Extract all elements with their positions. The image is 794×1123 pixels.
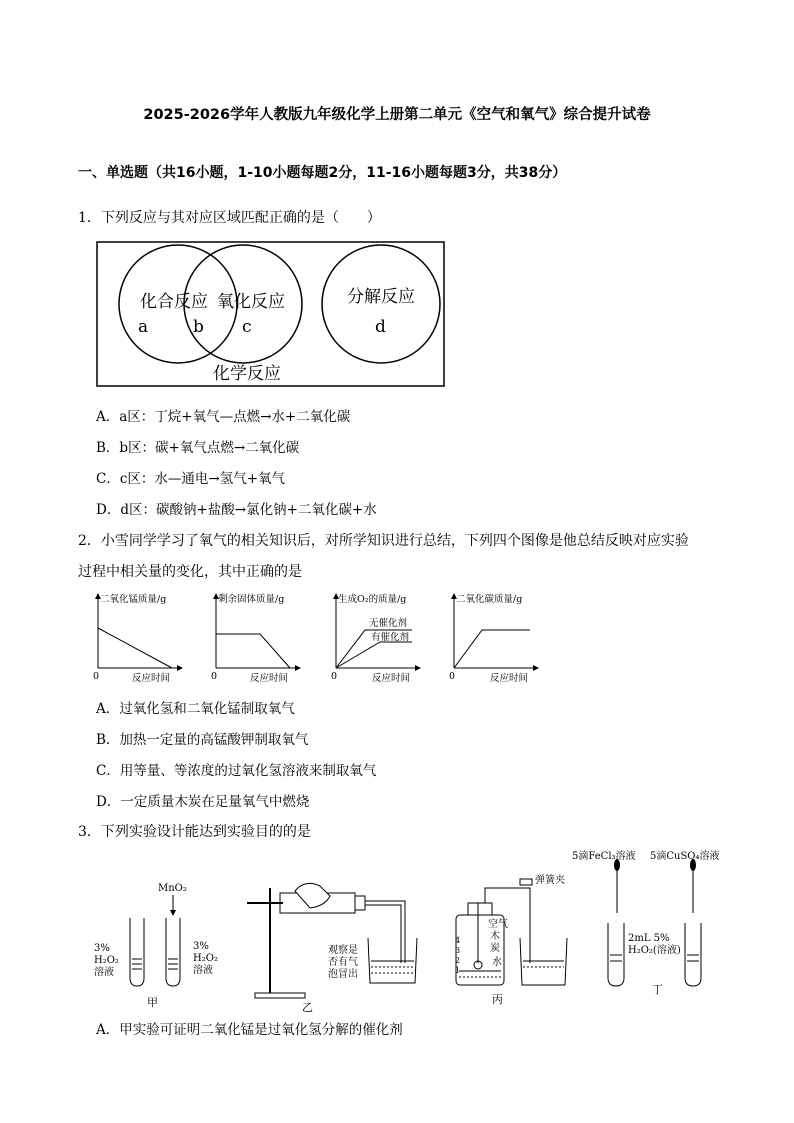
bing-charcoal-1: 木 [490,931,500,942]
graph2-origin: 0 [211,671,218,682]
bing-charcoal-2: 炭 [490,943,500,954]
graph2-ylabel: 剩余固体质量/g [218,594,285,605]
page-title: 2025-2026学年人教版九年级化学上册第二单元《空气和氧气》综合提升试卷 [143,107,651,123]
ding-fecl3: 5滴FeCl₃溶液 [572,851,636,862]
q1-option-a: A．a区：丁烷+氧气—点燃→水+二氧化碳 [96,409,351,425]
jia-caption: 甲 [147,996,158,1009]
q2-stem-line2: 过程中相关量的变化，其中正确的是 [78,564,302,580]
ding-caption: 丁 [652,983,663,996]
label-b: b [193,317,204,337]
q2-stem-line1: 2．小雪同学学习了氧气的相关知识后，对所学知识进行总结，下列四个图像是他总结反映对应实验 [78,533,689,549]
q1-stem: 1．下列反应与其对应区域匹配正确的是（ ） [78,210,381,226]
setup-yi [247,883,417,1014]
yi-note-1: 观察是 [328,945,358,956]
ding-sol-1: 2mL 5% [628,933,670,944]
graph1-ylabel: 二氧化锰质量/g [100,594,167,605]
q1-option-c: C．c区：水—通电→氢气+氧气 [96,471,286,487]
ding-cuso4: 5滴CuSO₄溶液 [650,851,720,862]
graph-remaining-solid [211,593,298,684]
bing-mark-2: 2 [455,956,461,965]
q2-graphs [90,590,550,685]
yi-caption: 乙 [302,1001,313,1014]
q3-stem: 3．下列实验设计能达到实验目的的是 [78,824,311,840]
label-a: a [138,317,149,337]
graph4-ylabel: 二氧化碳质量/g [456,594,523,605]
bing-mark-1: 1 [455,966,461,975]
label-outer: 化学反应 [213,364,281,384]
jia-right-sol: 溶液 [193,965,213,976]
bing-air: 空气 [488,919,508,930]
graph3-origin: 0 [331,671,338,682]
q2-option-a: A．过氧化氢和二氧化锰制取氧气 [96,701,295,717]
setup-bing [455,873,567,1006]
q3-apparatus [90,843,730,1015]
yi-note-2: 否有气 [328,957,358,968]
q2-option-b: B．加热一定量的高锰酸钾制取氧气 [96,732,309,748]
venn-diagram [96,240,446,388]
bing-caption: 丙 [492,993,503,1006]
q2-option-d: D．一定质量木炭在足量氧气中燃烧 [96,794,310,810]
bing-mark-4: 4 [455,936,461,945]
label-decomposition: 分解反应 [347,287,415,307]
bing-water: 水 [492,957,502,968]
bing-clamp: 弹簧夹 [535,875,565,886]
q1-option-b: B．b区：碳+氧气点燃→二氧化碳 [96,440,300,456]
graph3-ylabel: 生成O₂的质量/g [338,594,407,605]
label-c: c [242,317,252,337]
jia-left-h2o2: H₂O₂ [94,955,119,966]
graph4-xlabel: 反应时间 [490,673,529,684]
bing-mark-3: 3 [455,946,461,955]
jia-left-pct: 3% [94,943,110,954]
graph4-origin: 0 [449,671,456,682]
q1-option-d: D．d区：碳酸钠+盐酸→氯化钠+二氧化碳+水 [96,502,377,518]
jia-mno2: MnO₂ [158,883,187,894]
jia-right-pct: 3% [193,941,209,952]
label-d: d [375,317,386,337]
graph3-xlabel: 反应时间 [372,673,411,684]
jia-right-h2o2: H₂O₂ [193,953,218,964]
ding-sol-2: H₂O₂(溶液) [628,945,681,956]
graph-oxygen-generated [331,593,418,684]
graph1-origin: 0 [93,671,100,682]
graph2-xlabel: 反应时间 [250,673,289,684]
graph-carbon-dioxide [449,593,536,684]
graph-manganese-dioxide [93,593,180,684]
yi-note-3: 泡冒出 [328,969,358,980]
graph1-xlabel: 反应时间 [132,673,171,684]
q3-option-a: A．甲实验可证明二氧化锰是过氧化氢分解的催化剂 [96,1022,403,1038]
graph3-line1: 无催化剂 [369,618,408,629]
jia-left-sol: 溶液 [94,967,114,978]
setup-ding [572,849,720,996]
section-heading: 一、单选题（共16小题，1-10小题每题2分，11-16小题每题3分，共38分） [78,165,567,181]
label-combination: 化合反应 [140,292,208,312]
label-oxidation: 氧化反应 [217,292,285,312]
graph3-line2: 有催化剂 [371,632,410,643]
setup-jia [94,883,218,1009]
q2-option-c: C．用等量、等浓度的过氧化氢溶液来制取氧气 [96,763,377,779]
